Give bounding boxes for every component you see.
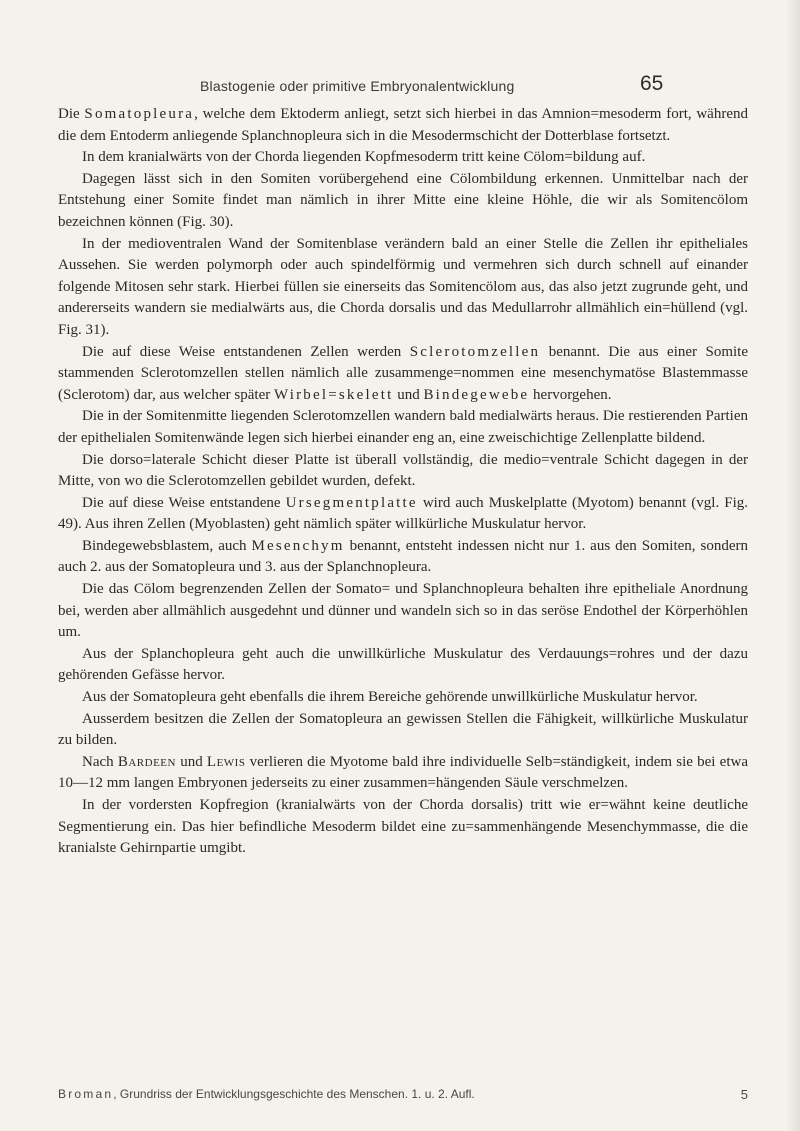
text-run: benannt, entsteht indessen nicht nur 1. aus den Somiten, sondern auch 2. aus der Somatopleura und 3. aus der Splanchnopleura.	[58, 537, 748, 576]
spaced-term: Bindegewebe	[423, 386, 530, 403]
footer-citation	[58, 1087, 475, 1101]
page-footer	[58, 1087, 748, 1107]
paragraph	[58, 644, 748, 687]
paragraph	[58, 406, 748, 449]
paragraph	[58, 752, 748, 795]
spaced-term: Mesenchym	[251, 537, 345, 554]
paragraph	[58, 169, 748, 234]
text-run: In der vordersten Kopfregion (kranialwärts von der Chorda dorsalis) tritt wie er=wähnt keine deutliche Segmentierung ein. Das hier befindliche Mesoderm bildet eine zu=sammenhängende Mesenchymmasse, die die kranialste Gehirnpartie umgibt.	[58, 797, 748, 857]
paragraph	[58, 687, 748, 709]
text-run: Die in der Somitenmitte liegenden Sclerotomzellen wandern bald medialwärts heraus. Die restierenden Partien der epithelialen Somitenwände legen sich hierbei einander eng an, eine zweischichtige Zellenplatte bildend.	[58, 408, 748, 446]
citation-title: , Grundriss der Entwicklungsgeschichte des Menschen. 1. u. 2. Aufl.	[113, 1087, 475, 1101]
spaced-term: Wirbel=skelett	[273, 386, 394, 403]
text-run: und	[393, 386, 424, 403]
text-run: Nach	[82, 753, 118, 770]
page-number: 65	[640, 72, 664, 95]
author-name: Bardeen	[117, 753, 176, 770]
text-run: In der medioventralen Wand der Somitenblase verändern bald an einer Stelle die Zellen ihr epitheliales Aussehen. Sie werden polymorph oder auch spindelförmig und vermehren sich durch schnell auf einander folgende Mitosen sehr stark. Hierbei füllen sie einerseits das Somitencölom aus, das also jetzt zugrunde geht, und andererseits wandern sie medialwärts aus, die Chorda dorsalis und das Medullarrohr allmählich ein=hüllend (vgl. Fig. 31).	[58, 235, 748, 338]
spaced-term: Sclerotomzellen	[409, 343, 541, 360]
text-run: Aus der Somatopleura geht ebenfalls die ihrem Bereiche gehörende unwillkürliche Muskulatur hervor.	[82, 689, 698, 706]
spaced-term: Somatopleura	[84, 106, 195, 122]
text-run: hervorgehen.	[529, 386, 612, 403]
paragraph	[58, 579, 748, 644]
text-run: Dagegen lässt sich in den Somiten vorübergehend eine Cölombildung erkennen. Unmittelbar nach der Entstehung einer Somite findet man nämlich in ihrer Mitte eine kleine Höhle, die wir als Somitencölom bezeichnen können (Fig. 30).	[58, 170, 748, 230]
text-run: Die	[58, 106, 85, 122]
paragraph	[58, 104, 748, 147]
body-text	[58, 104, 748, 860]
text-run: Die auf diese Weise entstandene	[82, 494, 286, 511]
paragraph	[58, 795, 748, 860]
text-run: In dem kranialwärts von der Chorda liegenden Kopfmesoderm tritt keine Cölom=bildung auf.	[82, 149, 646, 166]
page-edge-shadow	[786, 0, 800, 1131]
running-title: Blastogenie oder primitive Embryonalentwicklung	[200, 78, 515, 94]
paragraph	[58, 709, 748, 752]
signature-mark: 5	[740, 1087, 748, 1102]
paragraph	[58, 450, 748, 493]
text-run: Aus der Splanchopleura geht auch die unwillkürliche Muskulatur des Verdauungs=rohres und der dazu gehörenden Gefässe hervor.	[58, 645, 748, 684]
paragraph	[58, 147, 748, 169]
text-run: Die das Cölom begrenzenden Zellen der Somato= und Splanchnopleura behalten ihre epitheliale Anordnung bei, werden aber allmählich ausgedehnt und dünner und wandeln sich so in das seröse Endothel der Körperhöhlen um.	[58, 581, 748, 641]
text-run: Die auf diese Weise entstandenen Zellen werden	[82, 343, 410, 360]
text-run: Bindegewebsblastem, auch	[82, 537, 252, 554]
spaced-term: Ursegmentplatte	[285, 494, 418, 511]
paragraph	[58, 493, 748, 536]
paragraph	[58, 234, 748, 342]
text-run: wird auch Muskelplatte (Myotom) benannt (vgl. Fig. 49). Aus ihren Zellen (Myoblasten) geht nämlich später willkürliche Muskulatur hervor.	[58, 494, 748, 533]
author-name: Lewis	[206, 753, 246, 770]
text-run: , welche dem Ektoderm anliegt, setzt sich hierbei in das Amnion=mesoderm fort, während die dem Entoderm anliegende Splanchnopleura sich in die Mesodermschicht der Dotterblase fortsetzt.	[58, 106, 748, 144]
text-run: benannt. Die aus einer Somite stammenden Sclerotomzellen stellen nämlich alle zusammenge=nommen eine mesenchymatöse Blastemmasse (Sclerotom) dar, aus welcher später	[58, 343, 748, 403]
page-header	[40, 72, 760, 102]
text-run: Ausserdem besitzen die Zellen der Somatopleura an gewissen Stellen die Fähigkeit, willkürliche Muskulatur zu bilden.	[58, 710, 748, 749]
text-run: und	[175, 753, 207, 770]
paragraph	[58, 536, 748, 579]
text-run: Die dorso=laterale Schicht dieser Platte ist überall vollständig, die medio=ventrale Schicht dagegen in der Mitte, von wo die Sclerotomzellen gebildet wurden, defekt.	[58, 451, 748, 490]
text-run: verlieren die Myotome bald ihre individuelle Selb=ständigkeit, indem sie bei etwa 10—12 mm langen Embryonen jederseits zu einer zusammen=hängenden Säule verschmelzen.	[58, 753, 748, 792]
paragraph	[58, 342, 748, 407]
citation-author: Broman	[58, 1087, 114, 1101]
